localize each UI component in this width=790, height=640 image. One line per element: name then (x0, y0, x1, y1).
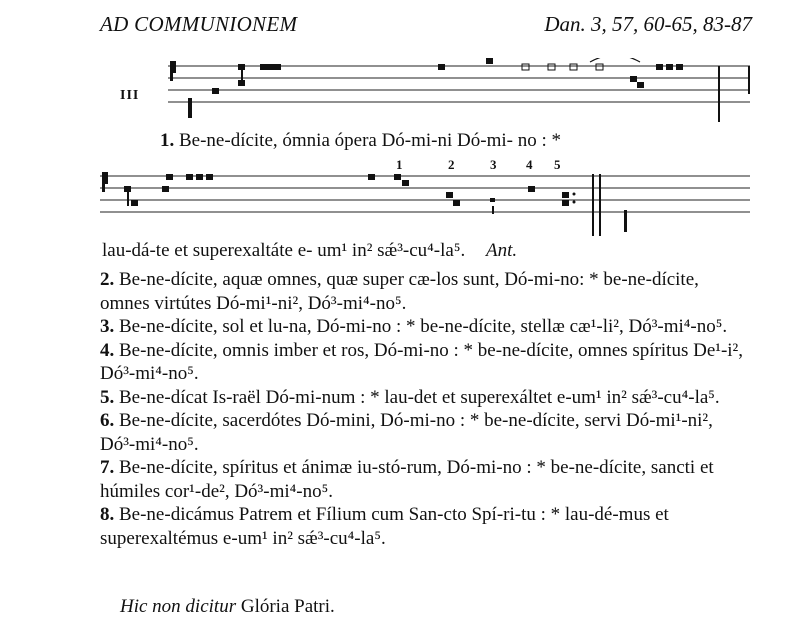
verse (100, 409, 752, 456)
verse-number: 2. (100, 269, 115, 290)
verse-text: Be-ne-dícite, spíritus et ánimæ iu-stó-rum, Dó-mi-no : * be-ne-dícite, sancti et húmiles cor¹-de², Dó³-mi⁴-no⁵. (100, 457, 714, 502)
verse-number: 3. (100, 316, 115, 337)
verse-text: Be-ne-dícite, aquæ omnes, quæ super cæ-los sunt, Dó-mi-no: * be-ne-dícite, omnes virtútes Dó-mi¹-ni², Dó³-mi⁴-no⁵. (100, 269, 699, 314)
verse (100, 386, 752, 410)
rubric-italic: Hic non dicitur (120, 596, 237, 617)
verse-text: Be-ne-dicámus Patrem et Fílium cum San-cto Spí-ri-tu : * lau-dé-mus et superexaltémus e-um¹ in² sǽ³-cu⁴-la⁵. (100, 504, 669, 549)
verse-number: 6. (100, 410, 115, 431)
do-clef (102, 172, 108, 192)
chant-lyric-line-2 (102, 240, 517, 262)
verse-text: Be-ne-dícite, sacerdótes Dó-mini, Dó-mi-no : * be-ne-dícite, servi Dó-mi¹-ni², Dó³-mi⁴-no⁵. (100, 410, 713, 455)
tone-mark: 3 (490, 157, 497, 172)
page-title: AD COMMUNIONEM (100, 12, 298, 36)
tone-mark: 4 (526, 157, 533, 172)
staff-lines (100, 176, 750, 212)
verse-text: Be-ne-dícat Is-raël Dó-mi-num : * lau-det et superexáltet e-um¹ in² sǽ³-cu⁴-la⁵. (119, 386, 720, 408)
staff-lines (168, 66, 750, 102)
rubric-footer (120, 596, 335, 618)
verse (100, 268, 752, 315)
verse-list (100, 268, 752, 550)
rubric-text: Glória Patri. (240, 596, 335, 617)
tone-mark: 1 (396, 157, 403, 172)
verse-number: 7. (100, 457, 115, 478)
verse (100, 315, 752, 339)
verse-number: 5. (100, 386, 115, 408)
verse-number: 1. (160, 130, 175, 151)
verse-text: Be-ne-dícite, sol et lu-na, Dó-mi-no : * be-ne-dícite, stellæ cæ¹-li², Dó³-mi⁴-no⁵. (119, 316, 728, 337)
mode-number: III (120, 88, 140, 103)
verse (100, 503, 752, 550)
antiphon-mark: Ant. (485, 240, 518, 261)
chant-lyric-line-1 (160, 130, 561, 152)
chant-staff-2 (100, 170, 750, 236)
neumes (124, 174, 627, 236)
lyric-text: lau-dá-te et superexaltáte e- um¹ in² sǽ³-cu⁴-la⁵. (102, 240, 466, 261)
verse-number: 4. (100, 339, 115, 361)
tone-mark: 5 (554, 157, 561, 172)
lyric-text: Be-ne-dícite, ómnia ópera Dó-mi-ni Dó-mi- no : * (179, 130, 562, 151)
chant-staff-1 (160, 58, 760, 124)
verse-text: Be-ne-dícite, omnis imber et ros, Dó-mi-no : * be-ne-dícite, omnes spíritus De¹-i², Dó³-mi⁴-no⁵. (100, 339, 743, 384)
tone-mark: 2 (448, 157, 455, 172)
scripture-reference: Dan. 3, 57, 60-65, 83-87 (544, 12, 752, 36)
verse (100, 339, 752, 386)
verse-number: 8. (100, 504, 115, 525)
verse (100, 456, 752, 503)
